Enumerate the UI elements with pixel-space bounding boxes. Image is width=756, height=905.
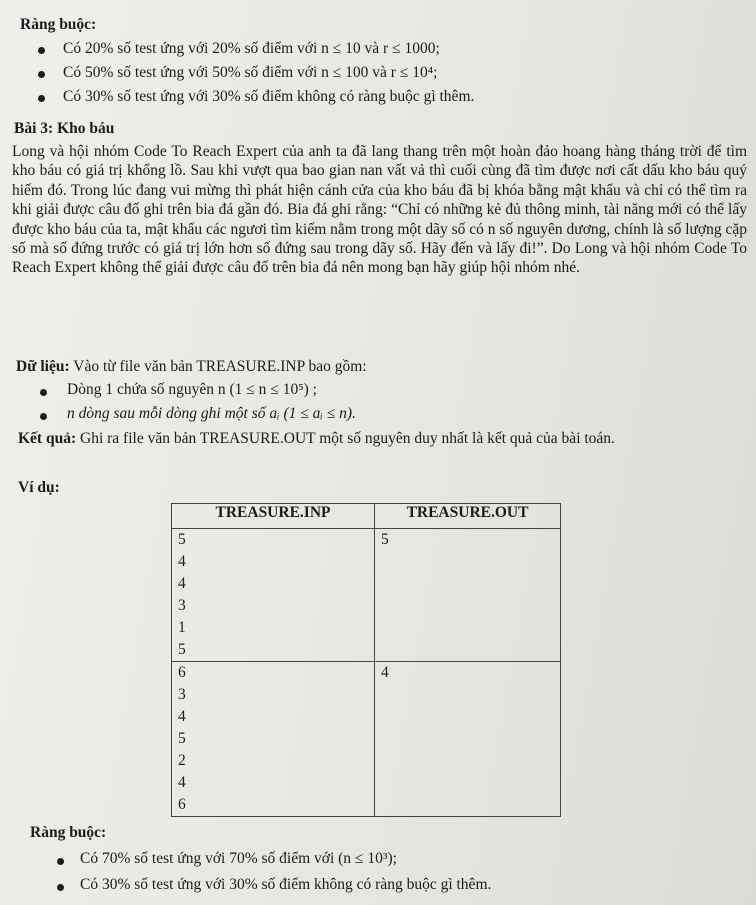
output-cell [375,662,561,817]
input-value: 2 [178,752,186,769]
constraints-heading-top: Ràng buộc: [20,16,97,33]
output-section [18,428,738,450]
bullet-icon [40,413,47,420]
input-value: 4 [178,553,186,570]
problem-statement: Long và hội nhóm Code To Reach Expert của anh ta đã lang thang trên một hoàn đảo hoang hàng tháng trời để tìm kho báu có giá trị khổng lồ. Sau khi vượt qua bao gian nan vất vả thì cuối cùng đã tìm được nơi cất dấu kho báu quý hiếm đó. Trong lúc đang vui mừng thì phát hiện cánh cửa của kho báu đã bị khóa bằng mật khẩu và chỉ có thể tìm ra khi giải được câu đố ghi trên bia đá gần đó. Bia đá ghi rằng: “Chỉ có những kẻ đủ thông minh, tài năng mới có thể lấy được kho báu của ta, mật khẩu các ngươi tìm kiếm nằm trong một dãy số có n số nguyên dương, chính là số lượng cặp số mà số đứng trước có giá trị lớn hơn số đứng sau trong dãy số. Hãy đến và lấy đi!”. Do Long và hội nhóm Code To Reach Expert không thể giải được câu đố trên bia đá nên mong bạn hãy giúp hội nhóm nhé. [12,143,747,277]
input-value: 3 [178,686,186,703]
output-text: Ghi ra file văn bản TREASURE.OUT một số nguyên duy nhất là kết quả của bài toán. [80,430,615,447]
input-value: 3 [178,597,186,614]
input-cell [172,662,375,817]
constraint-item: Có 20% số test ứng với 20% số điểm với n ≤ 10 và r ≤ 1000; [63,40,440,57]
output-value: 5 [381,531,389,548]
problem-title: Bài 3: Kho báu [14,120,115,137]
table-row [172,529,561,662]
input-value: 5 [178,641,186,658]
input-value: 4 [178,575,186,592]
output-cell [375,529,561,662]
bullet-icon [40,389,47,396]
table-header-output: TREASURE.OUT [375,504,561,529]
bullet-icon [57,884,64,891]
constraint-item: Có 30% số test ứng với 30% số điểm không có ràng buộc gì thêm. [63,88,475,105]
input-value: 5 [178,531,186,548]
constraints-heading-bottom: Ràng buộc: [30,824,107,841]
input-section [16,358,367,376]
input-value: 4 [178,708,186,725]
input-value: 6 [178,664,186,681]
output-value: 4 [381,664,389,681]
input-value: 1 [178,619,186,636]
bullet-icon [38,47,45,54]
output-label: Kết quả: [18,430,77,447]
input-value: 6 [178,796,186,813]
input-cell [172,529,375,662]
constraint-item: Có 70% số test ứng với 70% số điểm với (n ≤ 10³); [80,850,397,867]
bullet-icon [38,71,45,78]
example-table [171,503,561,817]
constraint-item: Có 50% số test ứng với 50% số điểm với n ≤ 100 và r ≤ 10⁴; [63,64,438,81]
constraint-item: Có 30% số test ứng với 30% số điểm không có ràng buộc gì thêm. [80,876,492,893]
input-text: Vào từ file văn bản TREASURE.INP bao gồm: [73,358,367,375]
input-value: 5 [178,730,186,747]
table-header-row [172,504,561,529]
table-row [172,662,561,817]
input-item: Dòng 1 chứa số nguyên n (1 ≤ n ≤ 10⁵) ; [67,381,317,398]
bullet-icon [57,858,64,865]
input-item: n dòng sau mỗi dòng ghi một số aᵢ (1 ≤ aᵢ ≤ n). [67,405,356,422]
input-label: Dữ liệu: [16,358,70,375]
input-value: 4 [178,774,186,791]
bullet-icon [38,95,45,102]
example-label: Ví dụ: [18,479,60,496]
table-header-input: TREASURE.INP [172,504,375,529]
